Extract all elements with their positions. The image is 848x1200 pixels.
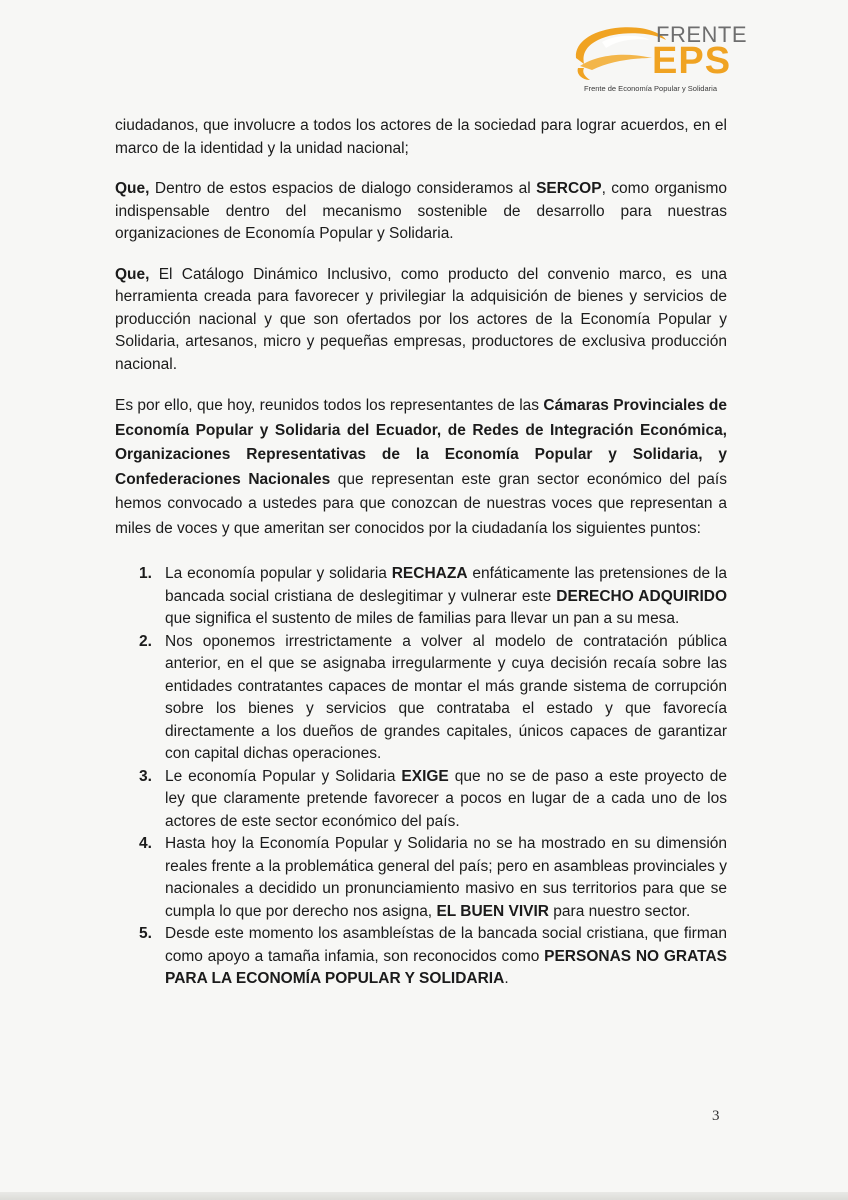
list-item: 1. La economía popular y solidaria RECHAZA enfáticamente las pretensiones de la bancada social cristiana de deslegitimar y vulnerar este DERECHO ADQUIRIDO que significa el sustento de miles de familias para llevar un pan a su mesa. [139, 565, 728, 627]
page-edge [0, 1192, 848, 1200]
list-item: 3. Le economía Popular y Solidaria EXIGE que no se de paso a este proyecto de ley que claramente pretende favorecer a pocos en lugar de a cada uno de los actores de este sector económico del país. [139, 767, 727, 830]
page-number: 3 [712, 1108, 720, 1124]
list-item: 5. Desde este momento los asambleístas de la bancada social cristiana, que firman como apoyo a tamaña infamia, son reconocidos como PERSONAS NO GRATAS PARA LA ECONOMÍA POPULAR Y SOLIDARIA. [139, 925, 727, 987]
points-list [115, 563, 727, 991]
paragraph-1: ciudadanos, que involucre a todos los actores de la sociedad para lograr acuerdos, en el marco de la identidad y la unidad nacional; [115, 117, 727, 157]
logo-eps-text: EPS [652, 40, 732, 82]
paragraph-3: Que, El Catálogo Dinámico Inclusivo, como producto del convenio marco, es una herramienta creada para favorecer y privilegiar la adquisición de bienes y servicios de producción nacional y que son ofertados por los actores de la Economía Popular y Solidaria, artesanos, micro y pequeñas empresas, productores de exclusiva producción nacional. [115, 265, 727, 373]
paragraph-4: Es por ello, que hoy, reunidos todos los representantes de las Cámaras Provinciales de Economía Popular y Solidaria del Ecuador, de Redes de Integración Económica, Organizaciones Representativas de la Economía Popular y Solidaria, y Confederaciones Nacionales que representan este gran sector económico del país hemos convocado a ustedes para que conozcan de nuestras voces que representan a miles de voces y que ameritan ser conocidos por la ciudadanía los siguientes puntos: [115, 397, 727, 537]
sercop-highlight: SERCOP [536, 180, 602, 197]
paragraph-lead: Que, [115, 180, 150, 197]
logo-subtitle: Frente de Economía Popular y Solidaria [584, 84, 717, 93]
document-body [115, 115, 727, 991]
paragraph-2: Que, Dentro de estos espacios de dialogo consideramos al SERCOP, como organismo indispensable dentro del mecanismo sostenible de desarrollo para nuestras organizaciones de Economía Popular y Solidaria. [115, 180, 727, 242]
frente-eps-logo [568, 18, 768, 98]
paragraph-lead: Que, [115, 265, 150, 283]
list-item: 2. Nos oponemos irrestrictamente a volver al modelo de contratación pública anterior, en el que se asignaba irregularmente y cuya decisión recaía sobre las entidades contratantes capaces de montar el más grande sistema de corrupción sobre los bienes y servicios que contrataba el estado y que favorecía directamente a los dueños de grandes capitales, únicos capaces de garantizar con capital dichas operaciones. [139, 632, 727, 762]
organizations-highlight: Cámaras Provinciales de Economía Popular y Solidaria del Ecuador, de Redes de Integración Económica, Organizaciones Representativas de la Economía Popular y Solidaria, y Confederaciones Nacionales [115, 397, 727, 488]
logo-frente-text: FRENTE [656, 22, 747, 47]
list-item: 4. Hasta hoy la Economía Popular y Solidaria no se ha mostrado en su dimensión reales frente a la problemática general del país; pero en asambleas provinciales y nacionales a decidido un pronunciamiento masivo en sus territorios para que se cumpla lo que por derecho nos asigna, EL BUEN VIVIR para nuestro sector. [139, 835, 727, 920]
